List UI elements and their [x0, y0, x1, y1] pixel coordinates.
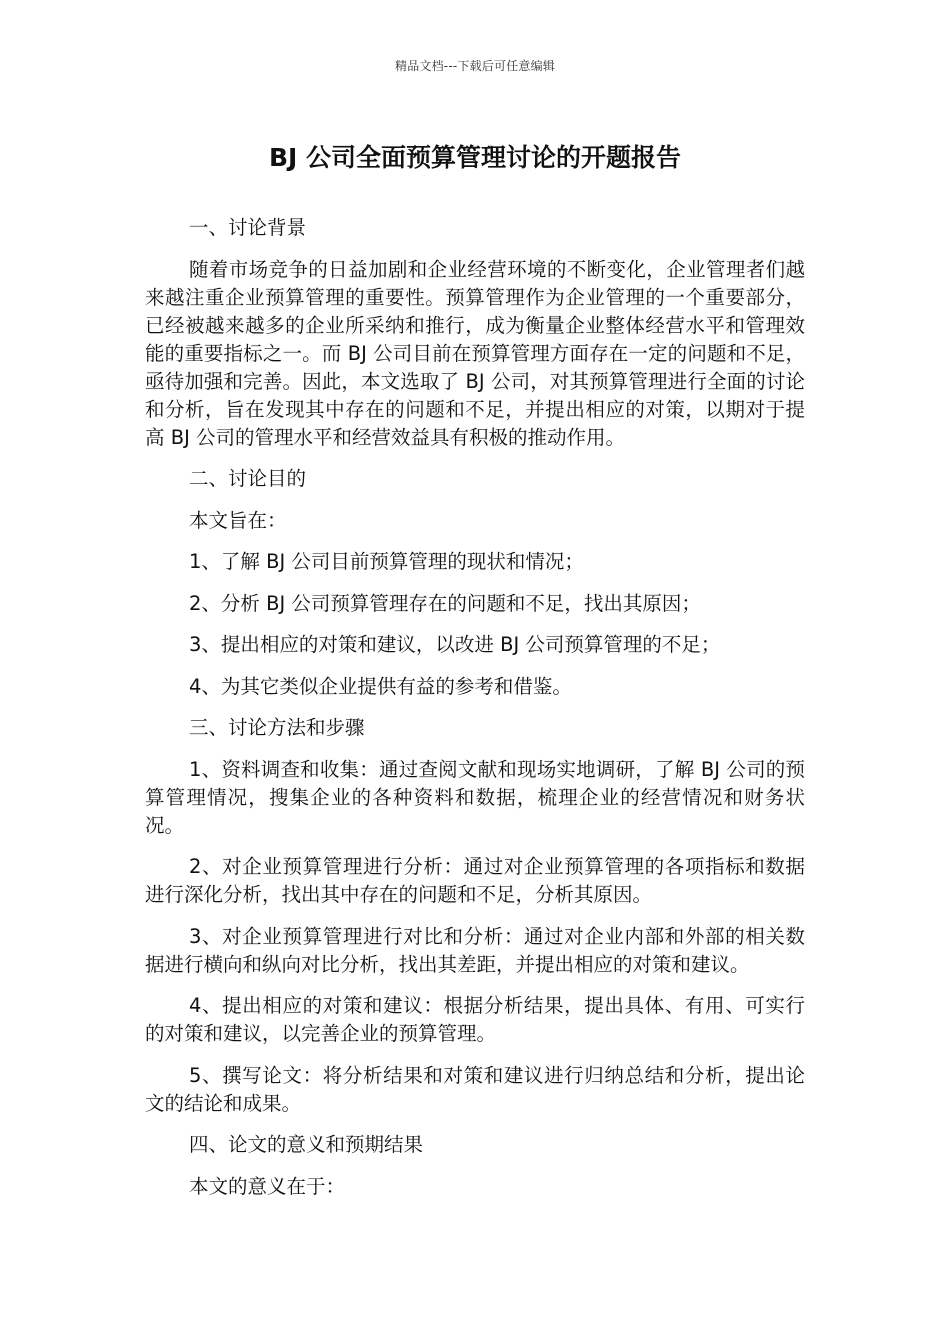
document-title: BJ 公司全面预算管理讨论的开题报告 [268, 143, 682, 172]
method-item: 2、对企业预算管理进行分析：通过对企业预算管理的各项指标和数据进行深化分析，找出其中存在的问题和不足，分析其原因。 [145, 855, 805, 906]
purpose-item: 2、分析 BJ 公司预算管理存在的问题和不足，找出其原因； [189, 591, 701, 615]
method-item: 5、撰写论文：将分析结果和对策和建议进行归纳总结和分析，提出论文的结论和成果。 [145, 1063, 805, 1115]
purpose-item: 4、为其它类似企业提供有益的参考和借鉴。 [189, 674, 572, 698]
section-heading-significance: 四、论文的意义和预期结果 [189, 1133, 424, 1156]
header-note: 精品文档---下载后可任意编辑 [395, 59, 555, 73]
background-paragraph: 随着市场竞争的日益加剧和企业经营环境的不断变化，企业管理者们越来越注重企业预算管理的重要性。预算管理作为企业管理的一个重要部分，已经被越来越多的企业所采纳和推行，成为衡量企业整体经营水平和管理效能的重要指标之一。而 BJ 公司目前在预算管理方面存在一定的问题和不足，亟待加强和完善。因此，本文选取了 BJ 公司，对其预算管理进行全面的讨论和分析，旨在发现其中存在的问题和不足，并提出相应的对策，以期对于提高 BJ 公司的管理水平和经营效益具有积极的推动作用。 [145, 257, 805, 449]
method-item: 4、提出相应的对策和建议：根据分析结果，提出具体、有用、可实行的对策和建议，以完善企业的预算管理。 [145, 994, 805, 1045]
method-item: 3、对企业预算管理进行对比和分析：通过对企业内部和外部的相关数据进行横向和纵向对比分析，找出其差距，并提出相应的对策和建议。 [145, 924, 805, 976]
purpose-intro: 本文旨在： [189, 508, 287, 532]
significance-intro: 本文的意义在于： [189, 1174, 346, 1198]
document-body [145, 214, 805, 1214]
method-item: 1、资料调查和收集：通过查阅文献和现场实地调研，了解 BJ 公司的预算管理情况，搜集企业的各种资料和数据，梳理企业的经营情况和财务状况。 [145, 757, 805, 837]
section-heading-methods: 三、讨论方法和步骤 [189, 716, 365, 739]
section-heading-background: 一、讨论背景 [189, 216, 307, 239]
section-heading-purpose: 二、讨论目的 [189, 467, 307, 490]
purpose-item: 3、提出相应的对策和建议，以改进 BJ 公司预算管理的不足； [189, 633, 721, 656]
purpose-item: 1、了解 BJ 公司目前预算管理的现状和情况； [189, 550, 584, 573]
